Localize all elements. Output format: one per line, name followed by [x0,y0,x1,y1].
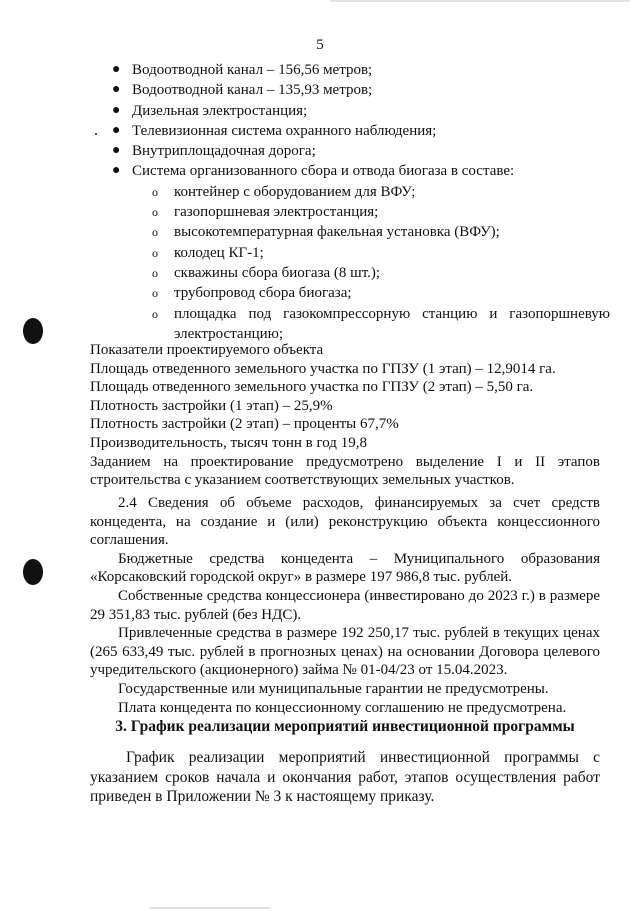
investment-section [90,494,600,717]
indicator-line: Площадь отведенного земельного участка по ГПЗУ (2 этап) – 5,50 га. [90,379,534,396]
indicator-line: Производительность, тысяч тонн в год 19,8 [90,434,367,451]
sublist-item: o скважины сбора биогаза (8 шт.); [152,263,610,283]
list-item: ● Система организованного сбора и отвода биогаза в составе: o контейнер с оборудованием для ВФУ; o газопоршневая электростанция; o высокотемпературная факельная установка (ВФУ); o колодец КГ-1; o скважины сбора биогаза (8 шт.); o трубопровод сбора биогаза; o площадка под газокомпрессорную станцию и газопоршневую электростанцию; [110,161,610,344]
bullet-icon: ● [112,62,121,77]
sublist-item: o колодец КГ-1; [152,243,610,263]
paragraph: Плата концедента по концессионному соглашению не предусмотрена. [118,699,567,716]
paragraph: 2.4 Сведения об объеме расходов, финансируемых за счет средств концедента, на создание и (или) реконструкцию объекта концессионного соглашения. [90,495,600,549]
sublist-item: o площадка под газокомпрессорную станцию и газопоршневую электростанцию; [152,305,610,342]
bullet-icon: ● [112,122,121,138]
punch-hole [23,318,43,344]
scan-edge-bottom [150,907,270,909]
paragraph: Собственные средства концессионера (инвестировано до 2023 г.) в размере 29 351,83 тыс. рублей (без НДС). [90,587,600,623]
section-paragraph: График реализации мероприятий инвестиционной программы с указанием сроков начала и окончания работ, этапов осуществления работ приведен в Приложении № 3 к настоящему приказу. [90,749,600,805]
indicators-heading: Показатели проектируемого объекта [90,342,324,358]
circle-bullet-icon: o [152,245,158,260]
sublist-item: o газопоршневая электростанция; [152,202,610,222]
list-item: ● Телевизионная система охранного наблюдения; [110,121,610,141]
sublist-item: o высокотемпературная факельная установка (ВФУ); [152,222,610,242]
list-item: ● Водоотводной канал – 135,93 метров; [110,80,610,100]
bullet-icon: ● [112,163,121,179]
circle-bullet-icon: o [152,286,158,301]
circle-bullet-icon: o [152,184,158,199]
list-item: ● Внутриплощадочная дорога; [110,141,610,161]
paragraph: Привлеченные средства в размере 192 250,17 тыс. рублей в текущих ценах (265 633,49 тыс. рублей в прогнозных ценах) на основании Договора целевого учредительского (акционерного) займа № 01-04/23 от 15.04.2023. [90,625,600,679]
scan-speck [95,133,97,135]
object-indicators [90,341,600,490]
punch-hole [23,559,43,585]
sublist-item: o контейнер с оборудованием для ВФУ; [152,182,610,202]
circle-bullet-icon: o [152,205,158,220]
bullet-icon: ● [112,143,121,159]
facility-list [110,60,610,344]
list-item: ● Дизельная электростанция; [110,101,610,121]
page-number: 5 [316,37,324,53]
circle-bullet-icon: o [152,225,158,240]
paragraph: Бюджетные средства концедента – Муниципального образования «Корсаковский городской округ» в размере 197 986,8 тыс. рублей. [90,550,600,586]
section-heading: 3. График реализации мероприятий инвестиционной программы [115,718,575,735]
list-item: ● Водоотводной канал – 156,56 метров; [110,60,610,80]
indicator-line: Плотность застройки (2 этап) – проценты 67,7% [90,416,399,433]
circle-bullet-icon: o [152,306,158,321]
paragraph: Государственные или муниципальные гарантии не предусмотрены. [118,680,549,697]
sublist-item: o трубопровод сбора биогаза; [152,283,610,303]
scan-edge-top [330,0,630,2]
indicator-line: Плотность застройки (1 этап) – 25,9% [90,397,333,414]
indicator-line: Заданием на проектирование предусмотрено выделение I и II этапов строительства с указанием соответствующих земельных участков. [90,453,600,489]
bullet-icon: ● [112,102,121,118]
bullet-icon: ● [112,82,121,98]
indicator-line: Площадь отведенного земельного участка по ГПЗУ (1 этап) – 12,9014 га. [90,360,556,377]
circle-bullet-icon: o [152,265,158,280]
biogas-sublist [132,182,610,344]
